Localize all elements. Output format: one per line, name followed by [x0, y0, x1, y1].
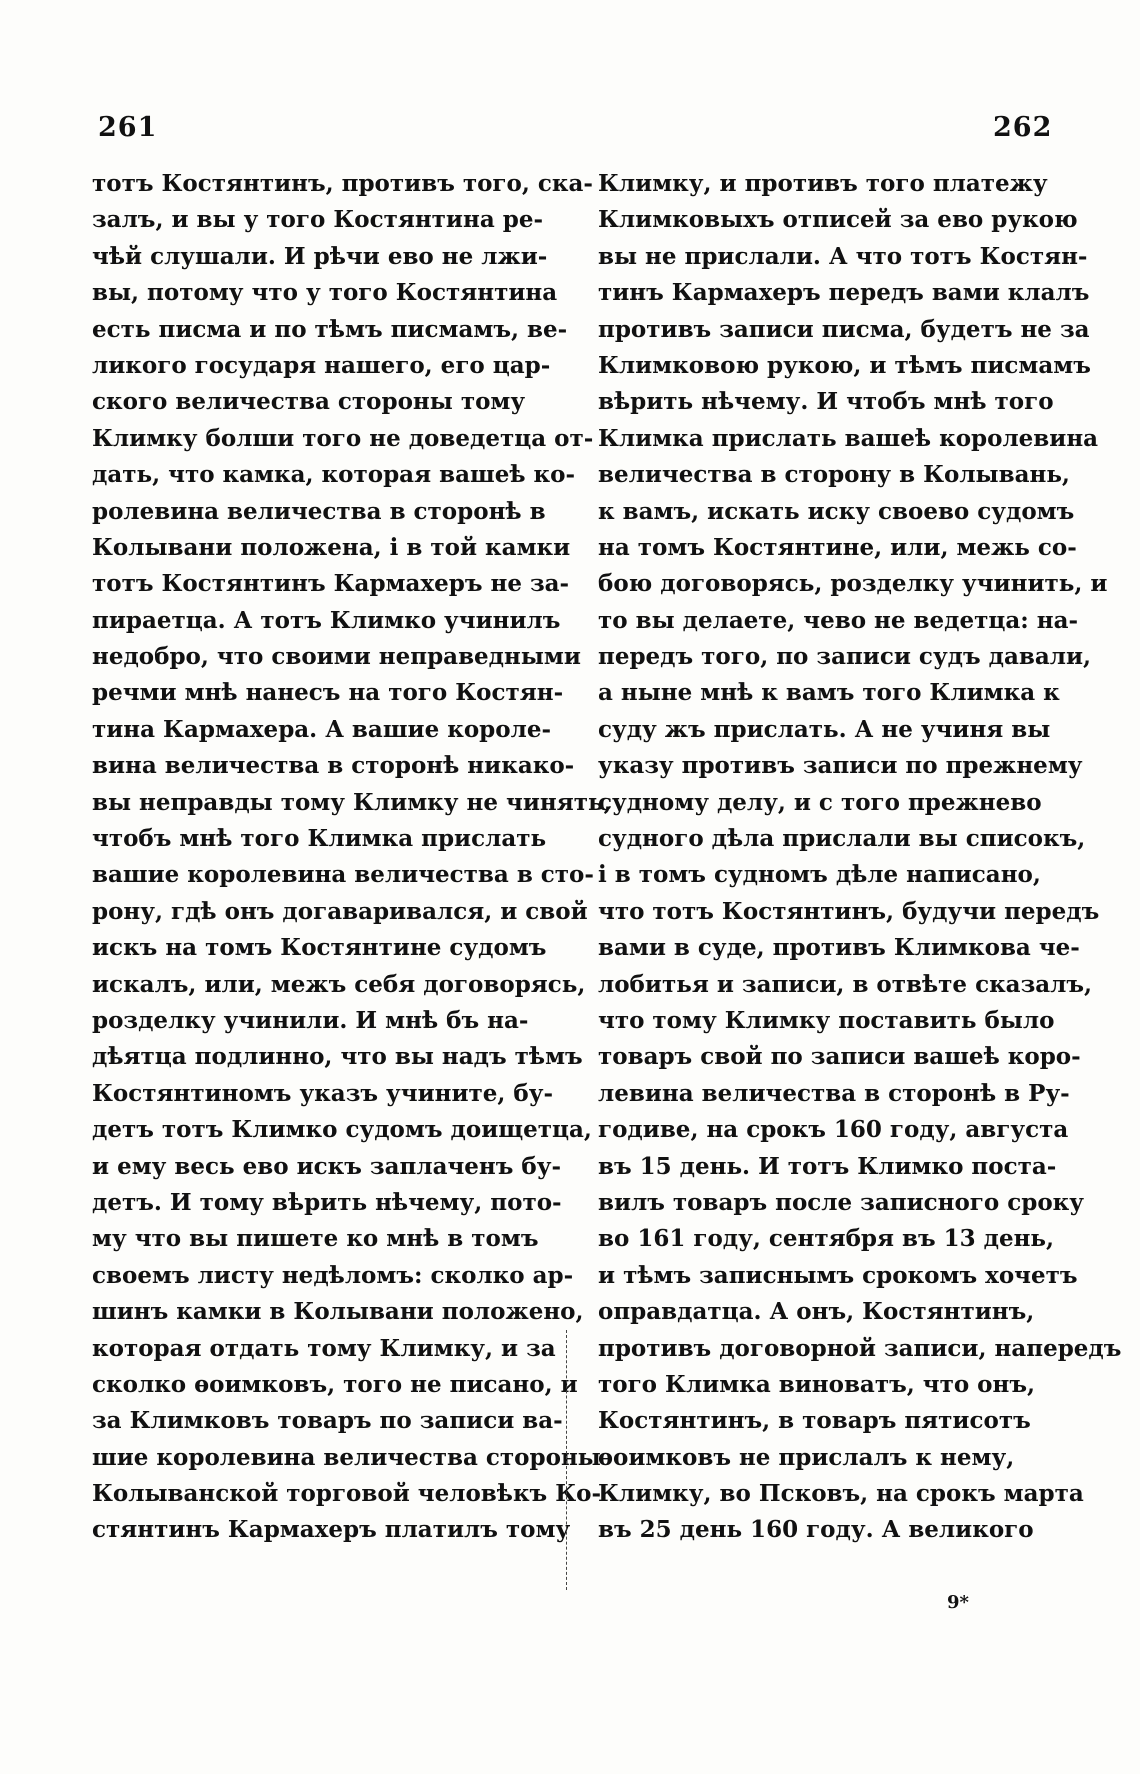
- text-line: стянтинъ Кармахеръ платилъ тому: [92, 1516, 571, 1544]
- text-line: величества в сторону в Колывань,: [598, 461, 1070, 489]
- text-line: въ 15 день. И тотъ Климко поста-: [598, 1152, 1057, 1180]
- left-text-column: [92, 166, 612, 1549]
- text-line: вина величества в сторонѣ никако-: [92, 752, 575, 780]
- text-line: детъ. И тому вѣрить нѣчему, пото-: [92, 1188, 562, 1216]
- text-line: ѳоимковъ не прислалъ к нему,: [598, 1443, 1015, 1471]
- right-text-column: [598, 166, 1122, 1549]
- text-line: вы, потому что у того Костянтина: [92, 279, 558, 307]
- text-line: искъ на томъ Костянтине судомъ: [92, 934, 547, 962]
- text-line: речми мнѣ нанесъ на того Костян-: [92, 679, 564, 707]
- text-line: на томъ Костянтине, или, межь со-: [598, 533, 1077, 561]
- text-line: вами в суде, противъ Климкова че-: [598, 934, 1080, 962]
- text-line: бою договорясь, розделку учинить, и: [598, 570, 1108, 598]
- text-line: залъ, и вы у того Костянтина ре-: [92, 206, 543, 234]
- text-line: и ему весь ево искъ заплаченъ бу-: [92, 1152, 562, 1180]
- text-line: вѣрить нѣчему. И чтобъ мнѣ того: [598, 388, 1054, 416]
- text-line: Климковыхъ отписей за ево рукою: [598, 206, 1078, 234]
- text-line: годиве, на срокъ 160 году, августа: [598, 1116, 1069, 1144]
- text-line: что тотъ Костянтинъ, будучи передъ: [598, 897, 1100, 925]
- text-line: дать, что камка, которая вашеѣ ко-: [92, 461, 575, 489]
- column-divider: [566, 1330, 567, 1590]
- text-line: Костянтиномъ указъ учините, бу-: [92, 1079, 554, 1107]
- text-line: ролевина величества в сторонѣ в: [92, 497, 546, 525]
- text-line: которая отдать тому Климку, и за: [92, 1334, 556, 1362]
- text-line: во 161 году, сентября въ 13 день,: [598, 1225, 1055, 1253]
- text-line: чѣй слушали. И рѣчи ево не лжи-: [92, 242, 548, 270]
- text-line: вилъ товаръ после записного сроку: [598, 1188, 1085, 1216]
- text-line: детъ тотъ Климко судомъ доищетца,: [92, 1116, 592, 1144]
- text-line: к вамъ, искать иску своево судомъ: [598, 497, 1075, 525]
- text-line: левина величества в сторонѣ в Ру-: [598, 1079, 1070, 1107]
- text-line: тотъ Костянтинъ Кармахеръ не за-: [92, 570, 570, 598]
- text-line: Климку болши того не доведетца от-: [92, 424, 594, 452]
- text-line: рону, гдѣ онъ догаваривался, и свой: [92, 897, 588, 925]
- text-line: и тѣмъ записнымъ срокомъ хочетъ: [598, 1261, 1078, 1289]
- text-line: Климка прислать вашеѣ королевина: [598, 424, 1099, 452]
- text-line: лобитья и записи, в отвѣте сказалъ,: [598, 970, 1093, 998]
- text-line: Климку, и противъ того платежу: [598, 170, 1048, 197]
- text-line: за Климковъ товаръ по записи ва-: [92, 1407, 563, 1435]
- text-line: ского величества стороны тому: [92, 388, 526, 416]
- text-line: что тому Климку поставить было: [598, 1006, 1055, 1034]
- text-line: то вы делаете, чево не ведетца: на-: [598, 606, 1079, 634]
- signature-mark: 9*: [947, 1592, 969, 1613]
- text-line: искалъ, или, межъ себя договорясь,: [92, 970, 586, 998]
- text-line: есть писма и по тѣмъ писмамъ, ве-: [92, 315, 568, 343]
- text-line: Колывани положена, і в той камки: [92, 533, 571, 561]
- text-line: пираетца. А тотъ Климко учинилъ: [92, 606, 561, 634]
- text-line: товаръ свой по записи вашеѣ коро-: [598, 1043, 1081, 1071]
- text-line: Климку, во Псковъ, на срокъ марта: [598, 1480, 1084, 1508]
- text-line: вашие королевина величества в сто-: [92, 861, 594, 889]
- text-line: противъ договорной записи, напередъ: [598, 1334, 1122, 1362]
- text-line: передъ того, по записи судъ давали,: [598, 643, 1092, 671]
- text-line: тотъ Костянтинъ, противъ того, ска-: [92, 170, 593, 197]
- text-line: тина Кармахера. А вашие короле-: [92, 715, 552, 743]
- text-line: вы не прислали. А что тотъ Костян-: [598, 242, 1088, 270]
- left-page-number: 261: [98, 112, 158, 143]
- text-line: му что вы пишете ко мнѣ в томъ: [92, 1225, 539, 1253]
- text-line: розделку учинили. И мнѣ бъ на-: [92, 1006, 529, 1034]
- text-line: оправдатца. А онъ, Костянтинъ,: [598, 1298, 1035, 1326]
- text-line: шие королевина величества стороны: [92, 1443, 601, 1471]
- text-line: Климковою рукою, и тѣмъ писмамъ: [598, 351, 1091, 379]
- text-line: Колыванской торговой человѣкъ Ко-: [92, 1480, 602, 1508]
- text-line: тинъ Кармахеръ передъ вами клалъ: [598, 279, 1090, 307]
- text-line: дѣятца подлинно, что вы надъ тѣмъ: [92, 1043, 583, 1071]
- text-line: Костянтинъ, в товаръ пятисотъ: [598, 1407, 1031, 1435]
- text-line: противъ записи писма, будетъ не за: [598, 315, 1090, 343]
- text-line: указу противъ записи по прежнему: [598, 752, 1083, 780]
- text-line: а ныне мнѣ к вамъ того Климка к: [598, 679, 1060, 707]
- text-line: своемъ листу недѣломъ: сколко ар-: [92, 1261, 574, 1289]
- right-page-number: 262: [993, 112, 1053, 143]
- text-line: і в томъ судномъ дѣле написано,: [598, 861, 1041, 889]
- text-line: того Климка виноватъ, что онъ,: [598, 1370, 1035, 1398]
- text-line: шинъ камки в Колывани положено,: [92, 1298, 584, 1326]
- text-line: сколко ѳоимковъ, того не писано, и: [92, 1370, 578, 1398]
- text-line: суду жъ прислать. А не учиня вы: [598, 715, 1051, 743]
- text-line: вы неправды тому Климку не чинять,: [92, 788, 612, 816]
- text-line: недобро, что своими неправедными: [92, 643, 581, 671]
- text-line: судному делу, и с того прежнево: [598, 788, 1042, 816]
- text-line: судного дѣла прислали вы списокъ,: [598, 825, 1086, 853]
- text-line: ликого государя нашего, его цар-: [92, 351, 551, 379]
- text-line: въ 25 день 160 году. А великого: [598, 1516, 1034, 1544]
- text-line: чтобъ мнѣ того Климка прислать: [92, 825, 547, 853]
